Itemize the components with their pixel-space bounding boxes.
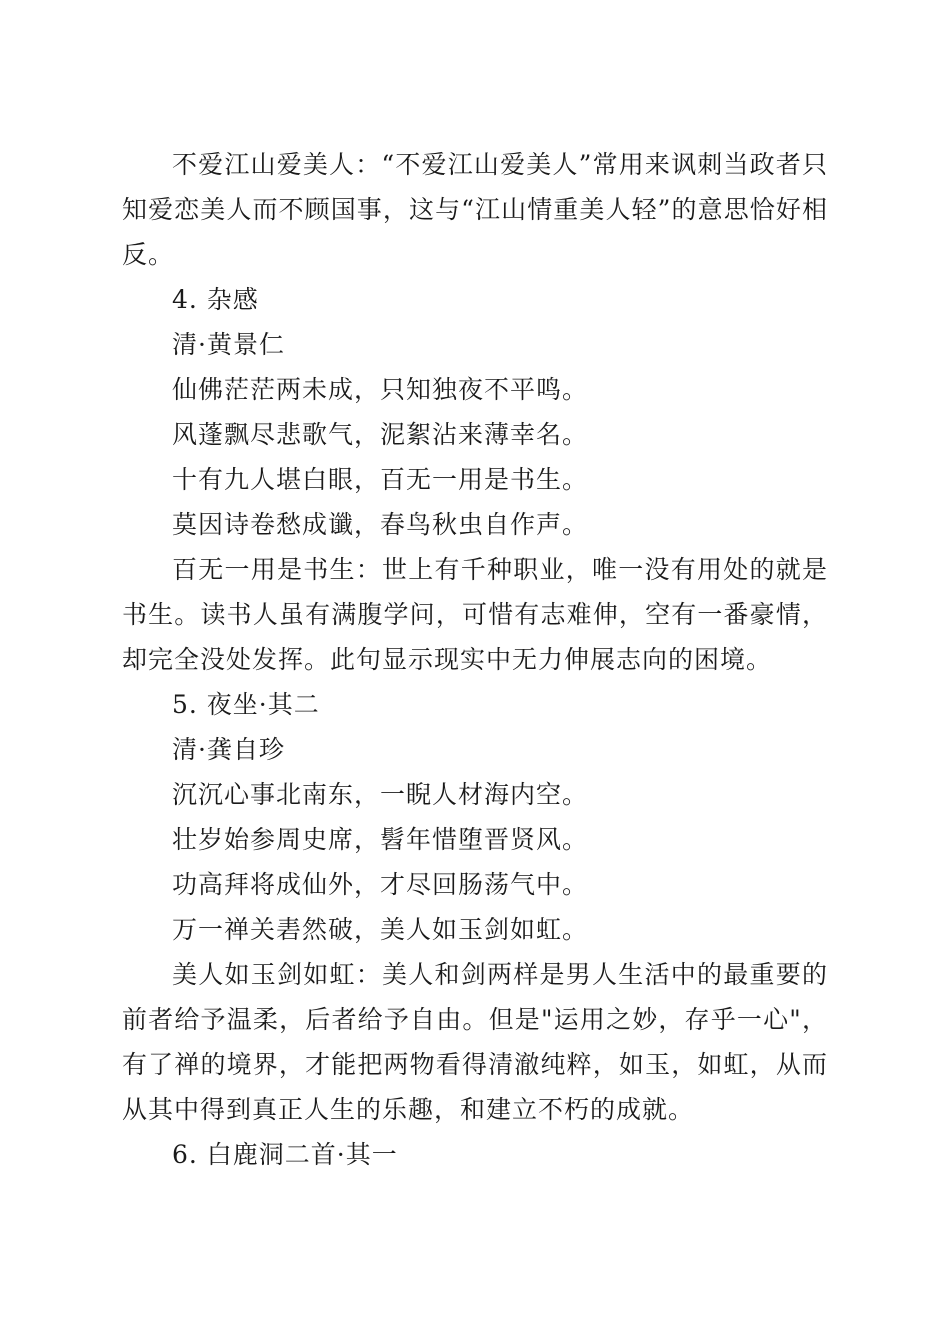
document-page — [122, 142, 828, 1177]
poem-author-gong-zizhen: 清·龚自珍 — [172, 735, 285, 764]
poem-line: 十有九人堪白眼，百无一用是书生。 — [172, 465, 589, 494]
poem-line: 仙佛茫茫两未成，只知独夜不平鸣。 — [172, 375, 589, 404]
poem-line: 万一禅关砉然破，美人如玉剑如虹。 — [172, 915, 589, 944]
paragraph-meaning-jiangshan: 不爱江山爱美人：“不爱江山爱美人”常用来讽刺当政者只知爱恋美人而不顾国事，这与“江山情重美人轻”的意思恰好相反。 — [122, 150, 828, 269]
poem-title-yezuo: 5. 夜坐·其二 — [172, 690, 320, 719]
poem-line: 风蓬飘尽悲歌气，泥絮沾来薄幸名。 — [172, 420, 589, 449]
poem-title-bailudong: 6. 白鹿洞二首·其一 — [172, 1140, 398, 1169]
poem-line: 莫因诗卷愁成谶，春鸟秋虫自作声。 — [172, 510, 589, 539]
poem-line: 沉沉心事北南东，一睨人材海内空。 — [172, 780, 589, 809]
poem-line: 功高拜将成仙外，才尽回肠荡气中。 — [172, 870, 589, 899]
paragraph-meaning-shusheng: 百无一用是书生：世上有千种职业，唯一没有用处的就是书生。读书人虽有满腹学问，可惜有志难伸，空有一番豪情，却完全没处发挥。此句显示现实中无力伸展志向的困境。 — [122, 555, 828, 674]
poem-line: 壮岁始参周史席，髫年惜堕晋贤风。 — [172, 825, 589, 854]
paragraph-meaning-meiren-jian: 美人如玉剑如虹：美人和剑两样是男人生活中的最重要的前者给予温柔，后者给予自由。但是"运用之妙，存乎一心"，有了禅的境界，才能把两物看得清澈纯粹，如玉，如虹，从而从其中得到真正人生的乐趣，和建立不朽的成就。 — [122, 960, 828, 1124]
poem-author-huang-jingren: 清·黄景仁 — [172, 330, 285, 359]
poem-title-zagan: 4. 杂感 — [172, 285, 259, 314]
